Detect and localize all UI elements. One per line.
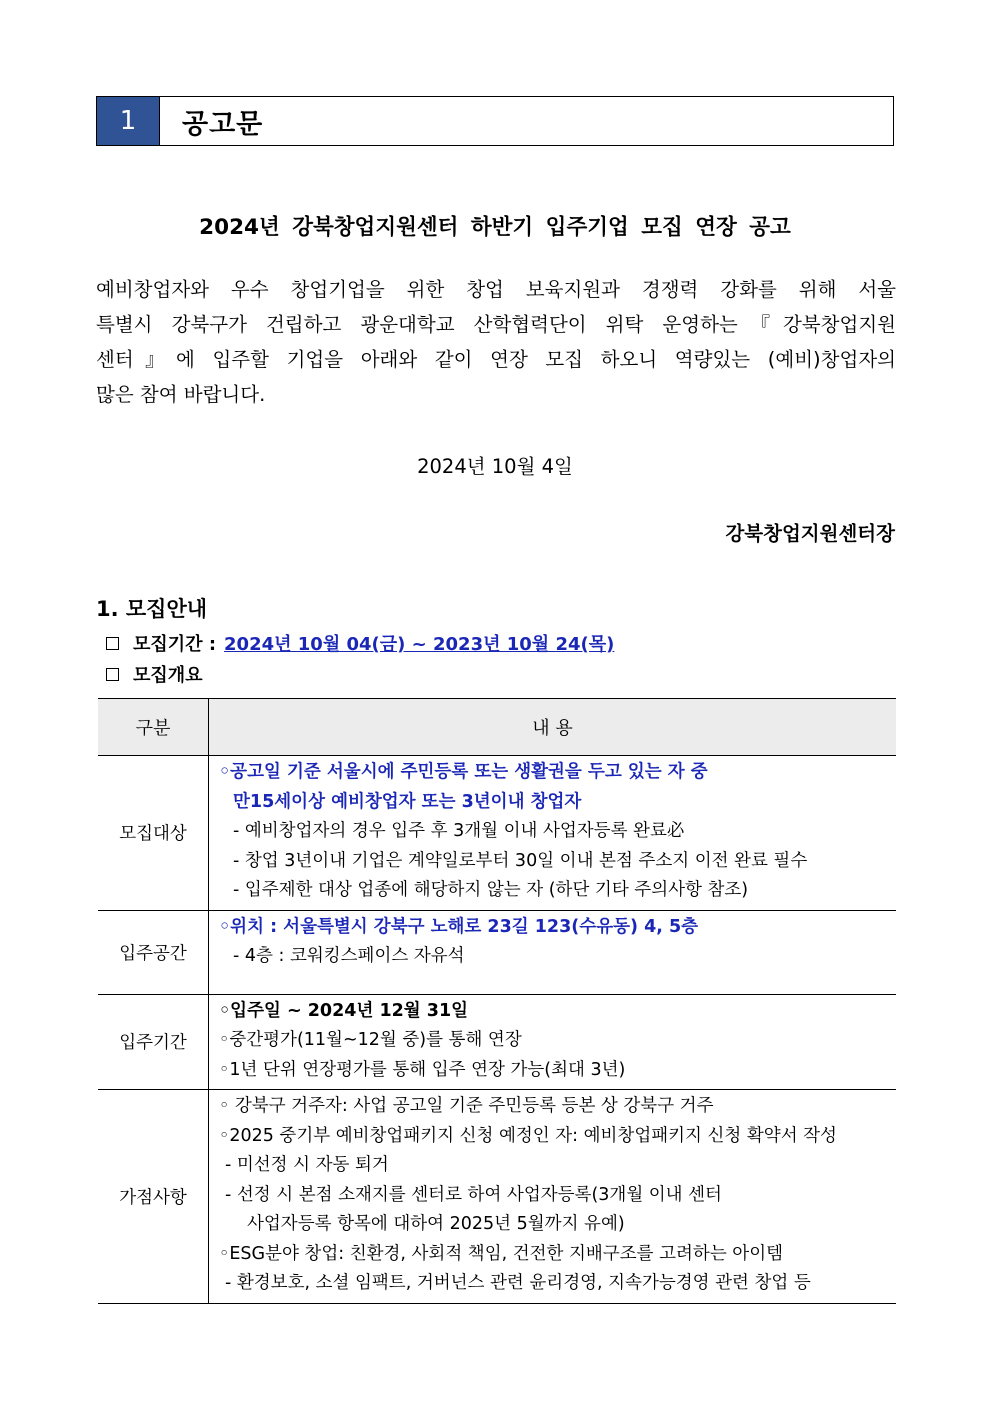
table-row: [98, 756, 896, 911]
content-line: - 창업 3년이내 기업은 계약일로부터 30일 이내 본점 주소지 이전 완료 필수: [233, 850, 808, 871]
recruit-period-label: 모집기간 :: [133, 634, 217, 655]
content-line: - 입주제한 대상 업종에 해당하지 않는 자 (하단 기타 주의사항 참조): [233, 880, 749, 900]
recruit-period: [106, 630, 614, 656]
notice-body-line: 예비창업자와 우수 창업기업을 위한 창업 보육지원과 경쟁력 강화를 위해 서울: [96, 278, 896, 301]
recruit-overview-label: 모집개요: [133, 665, 203, 686]
content-line: - 선정 시 본점 소재지를 센터로 하여 사업자등록(3개월 이내 센터: [225, 1184, 722, 1205]
table-row: [98, 1090, 896, 1304]
row-category: 가점사항: [98, 1090, 209, 1304]
content-line: ◦입주일 ~ 2024년 12월 31일: [219, 1000, 469, 1021]
content-line: ◦ESG분야 창업: 친환경, 사회적 책임, 건전한 지배구조를 고려하는 아이템: [219, 1243, 784, 1264]
section-number: 1: [97, 97, 159, 145]
recruit-period-value: 2024년 10월 04(금) ~ 2023년 10월 24(목): [224, 634, 615, 655]
row-content: [209, 910, 897, 994]
notice-body-line: 센터』에 입주할 기업을 아래와 같이 연장 모집 하오니 역량있는 (예비)창업자의: [96, 348, 896, 371]
content-line: ◦공고일 기준 서울시에 주민등록 또는 생활권을 두고 있는 자 중: [219, 762, 708, 782]
content-line: - 미선정 시 자동 퇴거: [225, 1155, 389, 1175]
notice-title: 2024년 강북창업지원센터 하반기 입주기업 모집 연장 공고: [199, 215, 791, 240]
section-header: [96, 96, 894, 146]
section-header-title: 공고문: [159, 97, 263, 145]
content-line: - 4층 : 코워킹스페이스 자유석: [233, 946, 465, 966]
notice-body-line: 많은 참여 바랍니다.: [96, 383, 266, 406]
row-content: [209, 994, 897, 1090]
recruit-overview-table: [98, 698, 896, 1304]
content-line: ◦1년 단위 연장평가를 통해 입주 연장 가능(최대 3년): [219, 1059, 626, 1080]
row-category: 모집대상: [98, 756, 209, 911]
notice-signer: 강북창업지원센터장: [725, 522, 895, 545]
recruit-section-title: 1. 모집안내: [96, 597, 208, 621]
content-line: ◦중간평가(11월~12월 중)를 통해 연장: [219, 1030, 522, 1050]
content-line: - 예비창업자의 경우 입주 후 3개월 이내 사업자등록 완료必: [233, 821, 685, 841]
row-category: 입주공간: [98, 910, 209, 994]
row-content: [209, 756, 897, 911]
checkbox-square-icon: [106, 637, 119, 650]
recruit-overview: [106, 661, 203, 687]
content-line: - 환경보호, 소셜 임팩트, 거버넌스 관련 윤리경영, 지속가능경영 관련 창업 등: [225, 1273, 811, 1293]
notice-body: [96, 272, 896, 412]
notice-date: 2024년 10월 4일: [417, 455, 573, 478]
table-header-content: 내 용: [209, 699, 897, 756]
content-line: 사업자등록 항목에 대하여 2025년 5월까지 유예): [247, 1214, 625, 1234]
content-line: ◦위치 : 서울특별시 강북구 노해로 23길 123(수유동) 4, 5층: [219, 916, 699, 937]
table-row: [98, 994, 896, 1090]
content-line: ◦ 강북구 거주자: 사업 공고일 기준 주민등록 등본 상 강북구 거주: [219, 1096, 714, 1116]
table-header-category: 구분: [98, 699, 209, 756]
content-line: ◦2025 중기부 예비창업패키지 신청 예정인 자: 예비창업패키지 신청 확약서 작성: [219, 1125, 837, 1146]
table-row: [98, 910, 896, 994]
row-content: [209, 1090, 897, 1304]
notice-body-line: 특별시 강북구가 건립하고 광운대학교 산학협력단이 위탁 운영하는『강북창업지원: [96, 313, 896, 336]
row-category: 입주기간: [98, 994, 209, 1090]
checkbox-square-icon: [106, 668, 119, 681]
table-header-row: [98, 699, 896, 756]
content-line: 만15세이상 예비창업자 또는 3년이내 창업자: [233, 791, 582, 812]
